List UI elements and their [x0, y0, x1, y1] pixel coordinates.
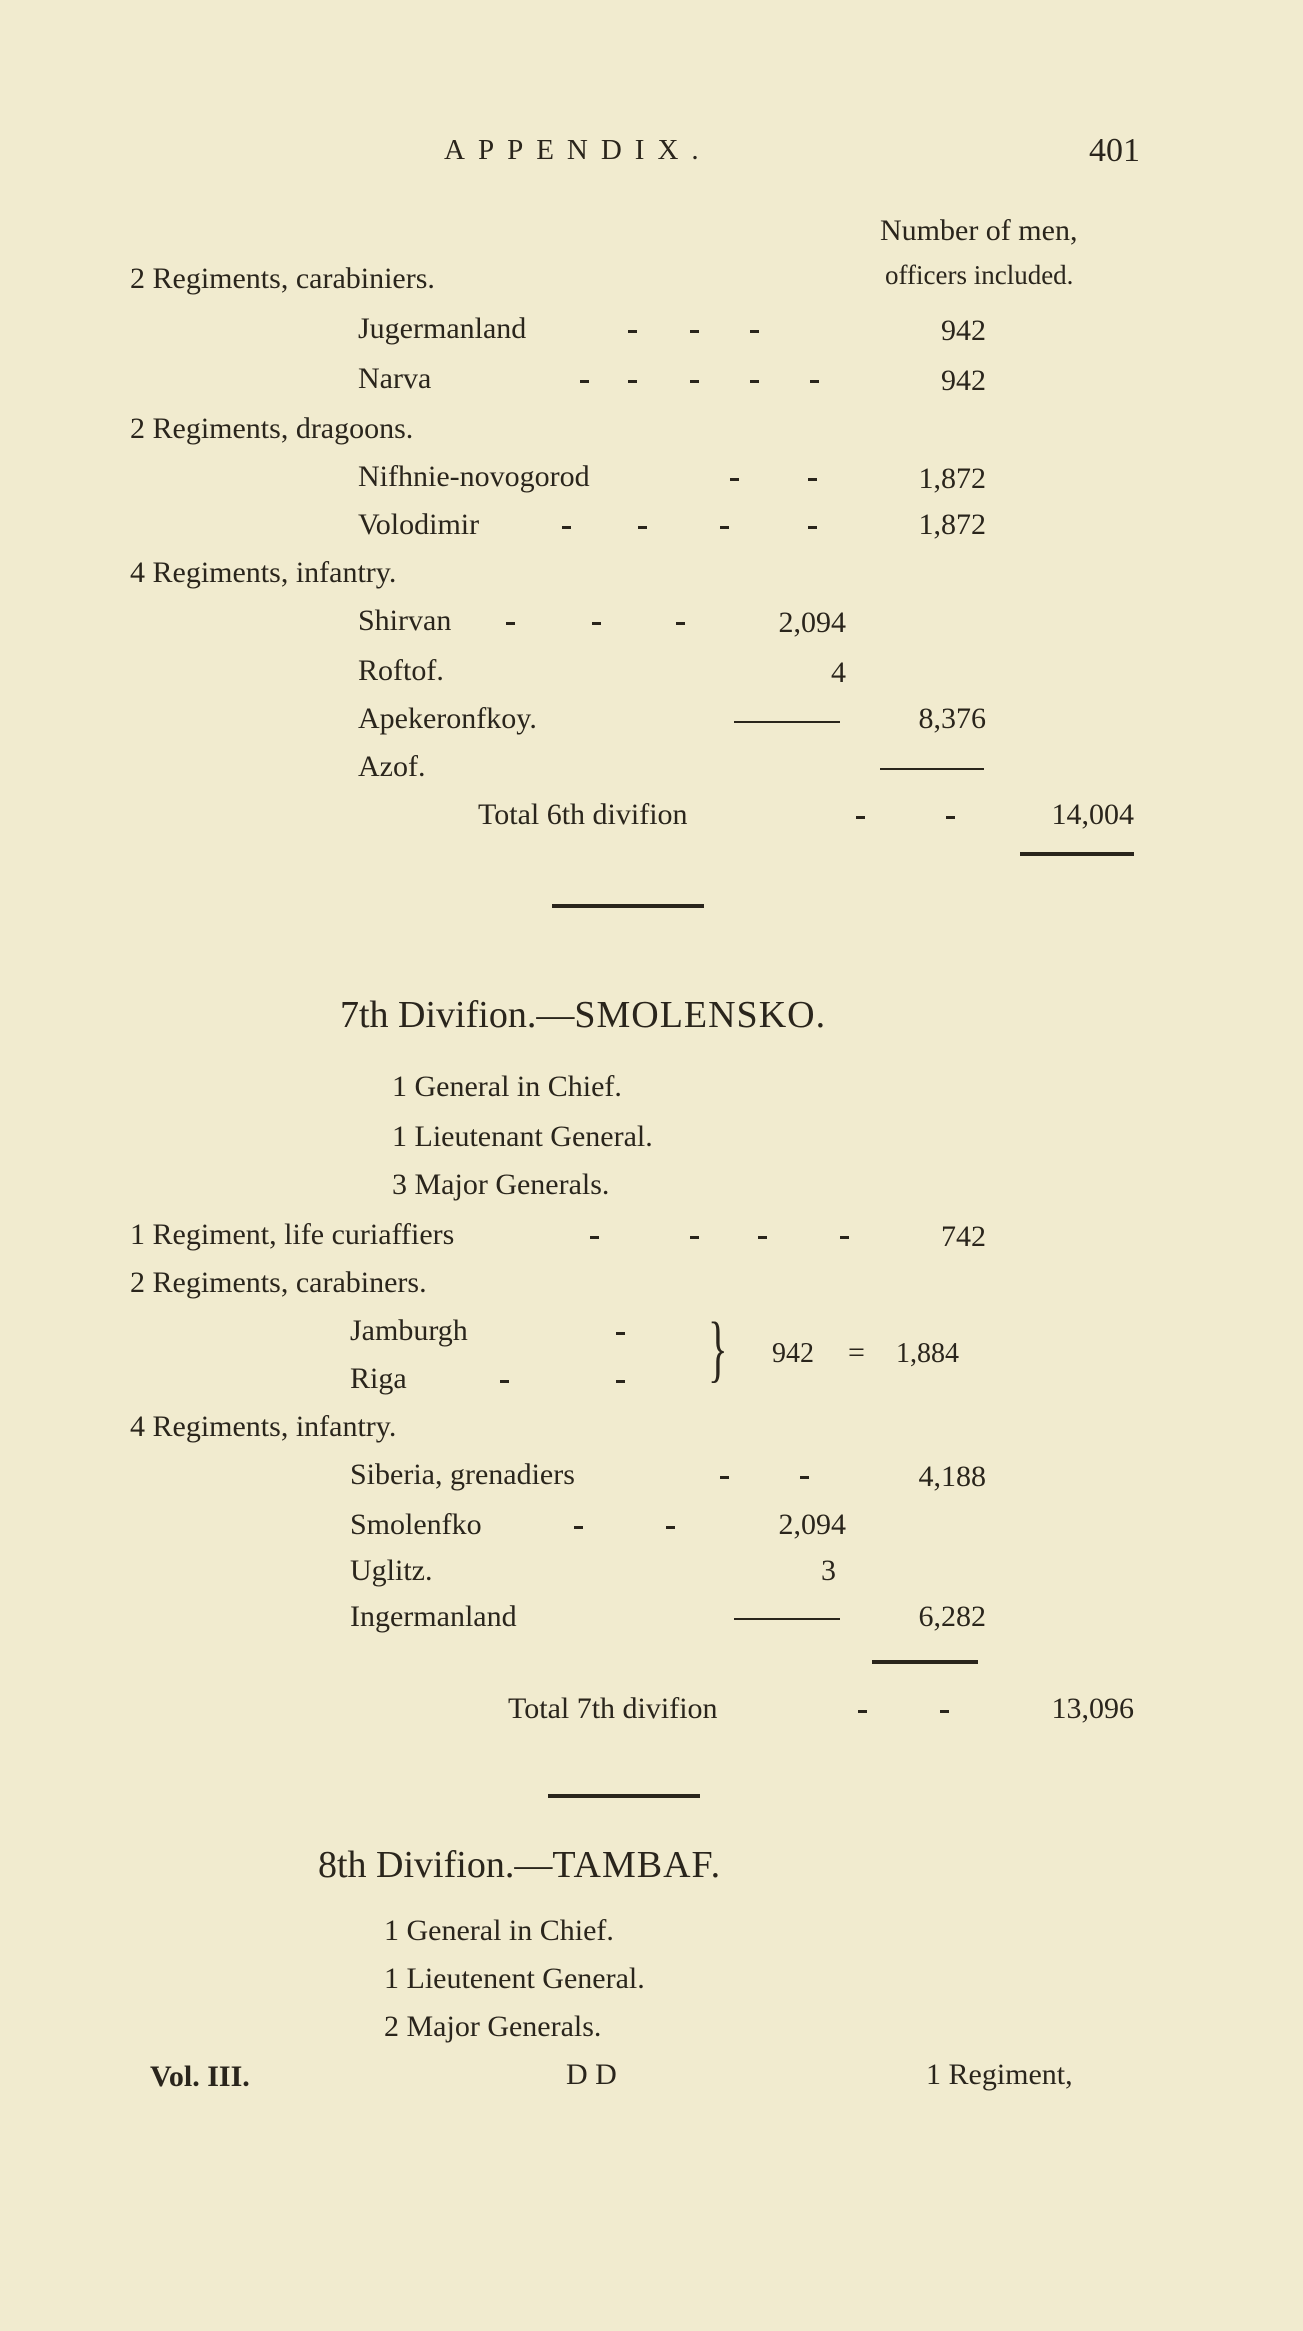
leader-dash: [758, 1236, 767, 1239]
total-rule: [872, 1660, 978, 1664]
sixth-infantry-label: 4 Regiments, infantry.: [130, 556, 397, 589]
heading-name: SMOLENSKO.: [574, 994, 827, 1036]
leader-dash: [592, 622, 601, 625]
staff-line: 3 Major Generals.: [392, 1168, 610, 1201]
heading-prefix: 8th Divifion.—: [318, 1844, 553, 1886]
staff-line: 1 General in Chief.: [392, 1070, 622, 1103]
leader-dash: [720, 1476, 729, 1479]
sixth-dragoons-label: 2 Regiments, dragoons.: [130, 412, 414, 445]
per-regiment-value: 2,094: [778, 1508, 846, 1541]
section-separator: [552, 904, 704, 908]
regiment-name: Roftof.: [358, 654, 444, 687]
regiment-value: 4,188: [918, 1460, 986, 1493]
sum-rule: [734, 721, 840, 723]
leader-dash: [858, 1710, 867, 1713]
regiment-name: Volodimir: [358, 508, 480, 541]
regiment-name: Apekeronfkoy.: [358, 702, 537, 735]
leader-dash: [810, 380, 819, 383]
per-regiment-value: 2,094: [778, 606, 846, 639]
leader-dash: [590, 1236, 599, 1239]
section-separator: [548, 1794, 700, 1798]
leader-dash: [500, 1380, 509, 1383]
catchword: 1 Regiment,: [926, 2058, 1073, 2091]
seventh-curiassiers-label: 1 Regiment, life curiaffiers: [130, 1218, 455, 1251]
leader-dash: [562, 526, 571, 529]
regiment-name: Riga: [350, 1362, 407, 1395]
leader-dash: [628, 330, 637, 333]
regiment-value: 942: [941, 314, 986, 347]
leader-dash: [574, 1526, 583, 1529]
regiment-value: 1,872: [918, 508, 986, 541]
brace: }: [708, 1308, 728, 1390]
seventh-total-value: 13,096: [1051, 1692, 1134, 1725]
leader-dash: [580, 380, 589, 383]
regiment-name: Ingermanland: [350, 1600, 517, 1633]
multiplier: 4: [831, 656, 846, 689]
heading-name: TAMBAF.: [552, 1844, 722, 1886]
staff-line: 1 Lieutenent General.: [384, 1962, 645, 1995]
leader-dash: [720, 526, 729, 529]
leader-dash: [800, 1476, 809, 1479]
eighth-heading: [318, 1846, 721, 1884]
leader-dash: [616, 1332, 625, 1335]
sum-rule: [734, 1618, 840, 1620]
leader-dash: [730, 478, 739, 481]
sixth-total-value: 14,004: [1051, 798, 1134, 831]
subtotal-value: 6,282: [918, 1600, 986, 1633]
seventh-infantry-label: 4 Regiments, infantry.: [130, 1410, 397, 1443]
leader-dash: [940, 1710, 949, 1713]
leader-dash: [616, 1380, 625, 1383]
running-head: APPENDIX.: [444, 134, 712, 166]
heading-prefix: 7th Divifion.—: [340, 994, 575, 1036]
regiment-name: Shirvan: [358, 604, 452, 637]
seventh-total-label: Total 7th divifion: [508, 1692, 718, 1725]
subtotal-value: 8,376: [918, 702, 986, 735]
regiment-value: 942: [941, 364, 986, 397]
leader-dash: [856, 816, 865, 819]
sixth-carabiniers-label: 2 Regiments, carabiniers.: [130, 262, 435, 295]
leader-dash: [808, 478, 817, 481]
leader-dash: [506, 622, 515, 625]
regiment-name: Smolenfko: [350, 1508, 482, 1541]
staff-line: 1 Lieutenant General.: [392, 1120, 653, 1153]
regiment-name: Azof.: [358, 750, 426, 783]
sum-rule: [880, 768, 984, 770]
regiment-name: Jamburgh: [350, 1314, 468, 1347]
leader-dash: [750, 330, 759, 333]
leader-dash: [808, 526, 817, 529]
staff-line: 2 Major Generals.: [384, 2010, 602, 2043]
total-rule: [1020, 852, 1134, 856]
regiment-name: Nifhnie-novogorod: [358, 460, 590, 493]
seventh-heading: [340, 996, 826, 1034]
per-regiment-value: 942: [772, 1338, 814, 1369]
regiment-name: Uglitz.: [350, 1554, 433, 1587]
leader-dash: [638, 526, 647, 529]
leader-dash: [840, 1236, 849, 1239]
regiment-name: Narva: [358, 362, 432, 395]
leader-dash: [750, 380, 759, 383]
staff-line: 1 General in Chief.: [384, 1914, 614, 1947]
column-header-line1: Number of men,: [880, 214, 1078, 247]
equals-sign: =: [848, 1336, 865, 1369]
sixth-total-label: Total 6th divifion: [478, 798, 688, 831]
volume-label: Vol. III.: [150, 2060, 250, 2093]
leader-dash: [690, 330, 699, 333]
signature-mark: D D: [566, 2058, 617, 2091]
column-header-line2: officers included.: [885, 260, 1074, 290]
seventh-carabiners-label: 2 Regiments, carabiners.: [130, 1266, 427, 1299]
regiment-value: 1,872: [918, 462, 986, 495]
regiment-name: Siberia, grenadiers: [350, 1458, 575, 1491]
leader-dash: [676, 622, 685, 625]
regiment-value: 742: [941, 1220, 986, 1253]
leader-dash: [690, 380, 699, 383]
leader-dash: [628, 380, 637, 383]
subtotal-value: 1,884: [896, 1338, 959, 1369]
page-number: 401: [1089, 132, 1140, 169]
leader-dash: [666, 1526, 675, 1529]
leader-dash: [946, 816, 955, 819]
leader-dash: [690, 1236, 699, 1239]
multiplier: 3: [821, 1554, 836, 1587]
regiment-name: Jugermanland: [358, 312, 527, 345]
